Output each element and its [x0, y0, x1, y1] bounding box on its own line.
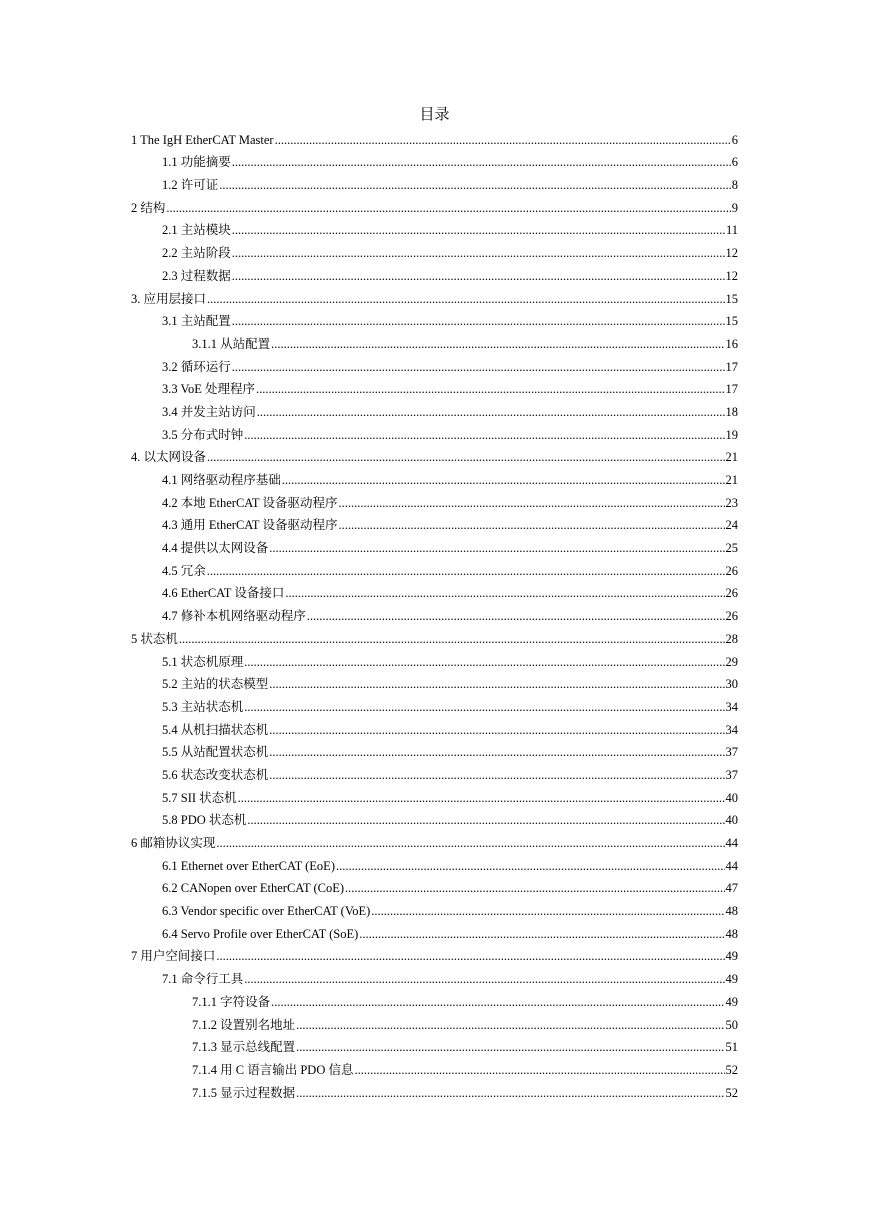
toc-entry-label: 7.1.2 设置别名地址 — [192, 1017, 296, 1032]
toc-dot-leader — [219, 178, 730, 193]
toc-entry-label: 5 状态机 — [131, 631, 178, 646]
toc-entry-page-number: 25 — [725, 541, 738, 556]
toc-dot-leader — [166, 201, 730, 216]
toc-entry-label: 2.2 主站阶段 — [162, 246, 231, 261]
toc-entry[interactable] — [131, 831, 738, 854]
toc-dot-leader — [232, 246, 725, 261]
toc-dot-leader — [338, 518, 724, 533]
toc-dot-leader — [296, 1040, 724, 1055]
toc-entry-page-number: 51 — [725, 1040, 738, 1055]
toc-dot-leader — [244, 700, 724, 715]
toc-entry-page-number: 52 — [725, 1085, 738, 1100]
toc-entry[interactable] — [162, 877, 738, 900]
toc-dot-leader — [269, 541, 724, 556]
toc-dot-leader — [207, 564, 725, 579]
toc-entry-label: 5.6 状态改变状态机 — [162, 767, 269, 782]
toc-entry[interactable] — [162, 173, 738, 196]
toc-entry[interactable] — [162, 355, 738, 378]
toc-dot-leader — [256, 382, 725, 397]
toc-entry-page-number: 21 — [725, 473, 738, 487]
toc-title: 目录 — [419, 107, 450, 123]
toc-entry-label: 4.4 提供以太网设备 — [162, 541, 269, 556]
toc-entry[interactable] — [162, 786, 738, 809]
toc-entry[interactable] — [131, 446, 738, 469]
toc-dot-leader — [269, 768, 724, 783]
toc-entry-label: 6.4 Servo Profile over EtherCAT (SoE) — [162, 926, 359, 941]
toc-entry-label: 6 邮箱协议实现 — [131, 836, 216, 850]
toc-entry-page-number: 23 — [725, 495, 738, 510]
toc-dot-leader — [296, 1086, 724, 1101]
toc-dot-leader — [247, 813, 724, 828]
toc-entry-page-number: 37 — [725, 745, 738, 760]
toc-entry[interactable] — [162, 854, 738, 877]
toc-dot-leader — [354, 1063, 724, 1078]
toc-dot-leader — [216, 836, 724, 851]
toc-entry-label: 3.1.1 从站配置 — [192, 336, 271, 351]
toc-entry[interactable] — [192, 1081, 738, 1104]
toc-entry[interactable] — [162, 468, 738, 491]
toc-dot-leader — [232, 314, 725, 329]
toc-entry-label: 2.3 过程数据 — [162, 268, 231, 283]
toc-dot-leader — [257, 405, 725, 420]
toc-entry-page-number: 40 — [725, 813, 738, 828]
toc-dot-leader — [179, 632, 725, 647]
toc-entry-page-number: 19 — [725, 427, 738, 442]
toc-entry-label: 6.3 Vendor specific over EtherCAT (VoE) — [162, 904, 371, 919]
toc-entry[interactable] — [131, 128, 738, 151]
toc-entry-label: 5.1 状态机原理 — [162, 654, 244, 669]
toc-entry[interactable] — [192, 1036, 738, 1059]
toc-entry-page-number: 50 — [725, 1017, 738, 1032]
toc-entry-label: 5.5 从站配置状态机 — [162, 745, 269, 760]
toc-entry-label: 7.1.5 显示过程数据 — [192, 1085, 296, 1100]
toc-entry-page-number: 6 — [731, 155, 738, 170]
toc-entry-page-number: 11 — [725, 223, 738, 238]
toc-entry-page-number: 48 — [725, 904, 738, 919]
toc-entry-page-number: 34 — [725, 722, 738, 737]
toc-entry-page-number: 28 — [725, 631, 738, 646]
toc-entry[interactable] — [131, 627, 738, 650]
table-of-contents — [0, 128, 869, 1104]
toc-entry-label: 5.2 主站的状态模型 — [162, 677, 269, 692]
toc-entry-page-number: 49 — [725, 949, 738, 964]
toc-entry-label: 4.5 冗余 — [162, 563, 206, 578]
toc-entry-page-number: 26 — [725, 563, 738, 578]
toc-entry-label: 2.1 主站模块 — [162, 223, 231, 238]
toc-dot-leader — [207, 450, 724, 465]
toc-entry[interactable] — [162, 741, 738, 764]
toc-entry[interactable] — [162, 151, 738, 174]
toc-entry[interactable] — [162, 264, 738, 287]
toc-entry-label: 3.5 分布式时钟 — [162, 427, 244, 442]
toc-entry[interactable] — [192, 990, 738, 1013]
toc-entry-label: 6.1 Ethernet over EtherCAT (EoE) — [162, 858, 335, 873]
toc-entry[interactable] — [192, 1058, 738, 1081]
toc-dot-leader — [216, 949, 724, 964]
toc-dot-leader — [338, 496, 724, 511]
toc-entry-label: 4. 以太网设备 — [131, 450, 207, 465]
toc-entry-page-number: 37 — [725, 767, 738, 782]
toc-entry-page-number: 26 — [725, 609, 738, 624]
toc-entry-page-number: 40 — [725, 790, 738, 805]
toc-dot-leader — [232, 223, 725, 238]
toc-entry[interactable] — [162, 967, 738, 990]
toc-entry-label: 7.1.3 显示总线配置 — [192, 1040, 296, 1055]
toc-entry-label: 6.2 CANopen over EtherCAT (CoE) — [162, 881, 345, 896]
toc-entry-page-number: 34 — [725, 699, 738, 714]
toc-entry-page-number: 18 — [725, 404, 738, 419]
toc-entry-label: 7.1.4 用 C 语言输出 PDO 信息 — [192, 1062, 354, 1077]
toc-entry-label: 5.8 PDO 状态机 — [162, 813, 247, 828]
toc-dot-leader — [244, 655, 724, 670]
toc-dot-leader — [336, 859, 725, 874]
toc-entry[interactable] — [162, 559, 738, 582]
toc-entry[interactable] — [131, 945, 738, 968]
toc-entry[interactable] — [162, 378, 738, 401]
toc-entry[interactable] — [162, 514, 738, 537]
toc-entry-page-number: 15 — [725, 314, 738, 329]
toc-dot-leader — [285, 586, 724, 601]
toc-entry-label: 5.3 主站状态机 — [162, 699, 244, 714]
toc-dot-leader — [232, 269, 725, 284]
toc-entry[interactable] — [162, 219, 738, 242]
toc-entry[interactable] — [192, 1013, 738, 1036]
toc-dot-leader — [271, 337, 724, 352]
toc-entry-label: 5.4 从机扫描状态机 — [162, 722, 269, 737]
toc-dot-leader — [282, 473, 725, 488]
toc-dot-leader — [359, 927, 724, 942]
toc-dot-leader — [244, 972, 724, 987]
toc-entry-page-number: 30 — [725, 677, 738, 692]
toc-entry-label: 7.1.1 字符设备 — [192, 994, 271, 1009]
toc-entry[interactable] — [162, 718, 738, 741]
toc-dot-leader — [345, 881, 724, 896]
toc-entry-page-number: 17 — [725, 359, 738, 374]
toc-dot-leader — [296, 1018, 724, 1033]
toc-entry-page-number: 9 — [731, 200, 738, 215]
toc-entry[interactable] — [162, 673, 738, 696]
toc-entry-label: 4.3 通用 EtherCAT 设备驱动程序 — [162, 518, 338, 533]
toc-entry-label: 7 用户空间接口 — [131, 949, 216, 964]
toc-entry-page-number: 29 — [725, 654, 738, 669]
toc-entry-label: 4.6 EtherCAT 设备接口 — [162, 586, 285, 601]
toc-entry-page-number: 48 — [725, 926, 738, 941]
toc-entry-label: 3.1 主站配置 — [162, 314, 231, 329]
toc-entry[interactable] — [162, 491, 738, 514]
toc-entry[interactable] — [162, 423, 738, 446]
toc-entry-label: 3.4 并发主站访问 — [162, 404, 256, 419]
toc-entry-page-number: 17 — [725, 382, 738, 397]
toc-entry[interactable] — [162, 809, 738, 832]
toc-entry[interactable] — [162, 582, 738, 605]
toc-dot-leader — [275, 133, 731, 148]
toc-dot-leader — [232, 360, 725, 375]
toc-entry-page-number: 26 — [725, 586, 738, 601]
toc-dot-leader — [271, 995, 724, 1010]
toc-entry-page-number: 49 — [725, 994, 738, 1009]
toc-entry[interactable] — [162, 400, 738, 423]
toc-entry[interactable] — [162, 604, 738, 627]
toc-entry[interactable] — [162, 763, 738, 786]
toc-entry-page-number: 44 — [725, 836, 738, 850]
toc-dot-leader — [238, 791, 725, 806]
toc-entry[interactable] — [162, 241, 738, 264]
toc-entry-page-number: 24 — [725, 518, 738, 533]
toc-entry[interactable] — [162, 695, 738, 718]
toc-entry[interactable] — [162, 922, 738, 945]
toc-entry-label: 4.2 本地 EtherCAT 设备驱动程序 — [162, 495, 338, 510]
toc-dot-leader — [207, 292, 724, 307]
toc-entry-label: 2 结构 — [131, 200, 166, 215]
toc-entry[interactable] — [162, 650, 738, 673]
toc-entry-page-number: 44 — [725, 858, 738, 873]
toc-entry-page-number: 12 — [725, 246, 738, 261]
toc-dot-leader — [269, 723, 724, 738]
toc-entry-label: 4.1 网络驱动程序基础 — [162, 473, 281, 487]
toc-dot-leader — [371, 904, 724, 919]
toc-dot-leader — [232, 155, 731, 170]
toc-entry[interactable] — [131, 196, 738, 219]
toc-entry-label: 3. 应用层接口 — [131, 291, 207, 306]
toc-dot-leader — [269, 677, 724, 692]
toc-entry[interactable] — [192, 332, 738, 355]
toc-entry-page-number: 16 — [725, 336, 738, 351]
toc-entry-label: 7.1 命令行工具 — [162, 972, 244, 987]
toc-entry-page-number: 6 — [731, 132, 738, 147]
toc-dot-leader — [244, 428, 724, 443]
toc-entry-label: 3.3 VoE 处理程序 — [162, 382, 255, 397]
toc-entry-label: 1 The IgH EtherCAT Master — [131, 132, 274, 147]
toc-entry[interactable] — [162, 899, 738, 922]
toc-entry-label: 4.7 修补本机网络驱动程序 — [162, 609, 306, 624]
toc-entry-label: 1.2 许可证 — [162, 178, 219, 193]
toc-entry-page-number: 52 — [725, 1062, 738, 1077]
toc-entry-page-number: 47 — [725, 881, 738, 896]
toc-entry-page-number: 21 — [725, 450, 738, 465]
toc-entry[interactable] — [162, 310, 738, 333]
toc-entry[interactable] — [162, 536, 738, 559]
toc-entry-label: 3.2 循环运行 — [162, 359, 231, 374]
toc-entry-page-number: 49 — [725, 972, 738, 987]
toc-entry-page-number: 8 — [731, 178, 738, 193]
toc-entry-label: 1.1 功能摘要 — [162, 155, 231, 170]
toc-entry[interactable] — [131, 287, 738, 310]
toc-entry-label: 5.7 SII 状态机 — [162, 790, 237, 805]
toc-dot-leader — [307, 609, 725, 624]
toc-entry-page-number: 12 — [725, 268, 738, 283]
toc-dot-leader — [269, 745, 724, 760]
toc-entry-page-number: 15 — [725, 291, 738, 306]
